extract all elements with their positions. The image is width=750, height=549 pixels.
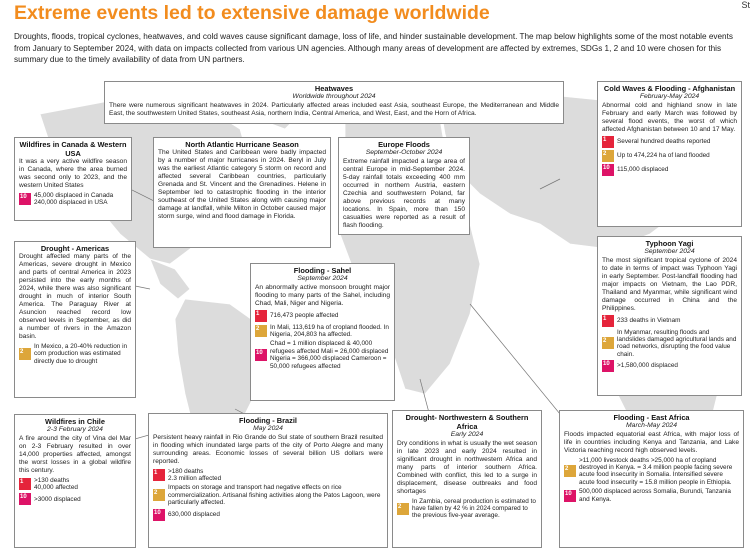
sdg1-icon: 1 (255, 310, 267, 322)
drought-africa-impact (397, 498, 537, 520)
drought-americas-title: Drought - Americas (40, 244, 110, 253)
sdg2-icon: 2 (153, 489, 165, 501)
sdg2-icon: 2 (564, 465, 576, 477)
cold-waves-text: Abnormal cold and highland snow in late February and early March was followed by several flood events, the worst of which affected Afghanistan between 10 and 17 May. (602, 101, 737, 133)
flooding-brazil-impact-1-text (168, 468, 221, 483)
flooding-sahel-text: An abnormally active monsoon brought major flooding to many parts of the Sahel, including Chad, Mali, Niger and Nigeria. (255, 283, 390, 307)
wildfires-chile-text: A fire around the city of Vina del Mar on 2-3 February resulted in over 14,000 properties affected, amongst the worst losses in a global wildfire this century. (19, 434, 131, 474)
flooding-east-africa-impact-1 (564, 457, 739, 487)
cold-waves-title: Cold Waves & Flooding - Afghanistan (603, 84, 736, 93)
wildfires-chile-date: 2-3 February 2024 (47, 426, 103, 433)
sdg1-icon: 1 (602, 315, 614, 327)
flooding-brazil-deaths: >180 deaths (168, 467, 204, 475)
wildfires-chile-impact-3 (19, 493, 131, 505)
heatwaves-title: Heatwaves (314, 84, 354, 93)
drought-americas-box (14, 241, 136, 398)
europe-floods-box (338, 137, 470, 235)
wildfires-chile-affected: 40,000 affected (34, 483, 78, 491)
wildfires-chile-box (14, 414, 136, 548)
typhoon-yagi-box (597, 236, 742, 396)
flooding-brazil-title: Flooding - Brazil (239, 416, 297, 425)
sdg10-icon: 10 (602, 164, 614, 176)
drought-americas-impact-text: In Mexico, a 20-40% reduction in corn production was estimated directly due to drought (34, 343, 128, 365)
heatwaves-box (104, 81, 564, 124)
flooding-sahel-impact-2-text: In Mali, 113,619 ha of cropland flooded. In Nigeria, 204,803 ha affected. (270, 323, 389, 338)
flooding-brazil-impact-2 (153, 484, 383, 506)
wildfires-chile-deaths: >130 deaths (34, 476, 70, 484)
wildfires-chile-impact-1-text (34, 477, 78, 492)
flooding-sahel-impact-3-text: Chad = 1 million displaced & 40,000 refugees affected Mali = 26,000 displaced Nigeria = 366,000 displaced Cameroon = 50,000 refugees affected (270, 340, 389, 370)
typhoon-yagi-impact-3-text: >1,580,000 displaced (617, 362, 678, 370)
drought-americas-impact (19, 343, 131, 365)
flooding-brazil-box (148, 413, 388, 548)
sdg10-icon: 10 (564, 490, 576, 502)
flooding-east-africa-box (559, 410, 744, 548)
typhoon-yagi-impact-3 (602, 360, 737, 372)
heatwaves-date: Worldwide throughout 2024 (292, 93, 376, 100)
flooding-sahel-impact-1 (255, 310, 390, 322)
flooding-east-africa-impact-2-text: 500,000 displaced across Somalia, Burundi, Tanzania and Kenya. (579, 488, 731, 503)
intro-paragraph: Droughts, floods, tropical cyclones, heatwaves, and cold waves cause significant damage, loss of life, and hinder sustainable development. The map below highlights some of the most notable events from January to September 2024, with data on impacts collected from various UN agencies. Although many areas of development are affected by extremes, SDGs 1, 2 and 10 were chosen for this summary due to the timely availability of data from UN partners. (14, 32, 733, 64)
flooding-sahel-date: September 2024 (297, 275, 348, 282)
europe-floods-date: September-October 2024 (365, 149, 443, 156)
hurricane-text: The United States and Caribbean were badly impacted by a number of major hurricanes in 2024. Beryl in July was the earliest Atlantic category 5 storm on record and affected several Caribbean countries, particularly Grenada and St. Vincent and the Grenadines. Helene in September led to catastrophic flooding in the interior southeast of the United States along with causing major damage at landfall, while Milton in October caused major storm surge, wind and flood damage in Florida. (158, 149, 326, 220)
flooding-east-africa-impact-2 (564, 488, 739, 503)
sdg1-icon: 1 (153, 469, 165, 481)
flooding-east-africa-date: March-May 2024 (626, 422, 677, 429)
flooding-brazil-impact-2-text: Impacts on storage and transport had negative effects on rice commercialization. Artisanal fishing activities along the Patos Lagoon, were particularly affected. (168, 484, 381, 507)
wildfires-chile-impact-1 (19, 477, 131, 492)
sdg2-icon: 2 (19, 348, 31, 360)
cold-waves-date: February-May 2024 (639, 93, 700, 100)
drought-africa-text: Dry conditions in what is usually the wet season in late 2023 and early 2024 resulted in significant drought in northwestern Africa and many parts of interior southern Africa. Combined with conflict, this led to a surge in displacement, disease outbreaks and food shortages (397, 439, 537, 495)
typhoon-yagi-text: The most significant tropical cyclone of 2024 to date in terms of impact was Typhoon Yagi in early September. Post-landfall flooding had major impacts on Vietnam, the Lao PDR, Thailand and Myanmar, while significant wind damage occurred in China and the Philippines. (602, 256, 737, 312)
drought-africa-date: Early 2024 (450, 431, 484, 438)
wildfires-chile-title: Wildfires in Chile (45, 417, 105, 426)
cold-waves-impact-2-text: Up to 474,224 ha of land flooded (617, 151, 710, 159)
central-america-shape (150, 259, 190, 299)
heatwaves-text: There were numerous significant heatwaves in 2024. Particularly affected areas included east Asia, southeast Europe, the Mediterranean and Middle East, the southwestern United States, southeast Asia, northern India, Central America, and West, East, and the Horn of Africa. (109, 101, 559, 117)
page-title: Extreme events led to extensive damage worldwide (14, 2, 490, 24)
cold-waves-impact-3-text: 115,000 displaced (617, 165, 669, 173)
drought-americas-text: Drought affected many parts of the Americas, severe drought in Mexico and parts of central America in 2023 persisted into the early months of 2024, while there was also significant drought in much of interior South America. The Paraguay River at Asuncion reached record low observed levels in September, as did a number of rivers in the Amazon basin. (19, 253, 131, 340)
flooding-east-africa-text: Floods impacted equatorial east Africa, with major loss of life in countries including Kenya and Tanzania, and Lake Victoria reaching record high observed levels. (564, 430, 739, 454)
sdg2-icon: 2 (255, 325, 267, 337)
wildfires-canada-box (14, 137, 132, 221)
europe-floods-title: Europe Floods (378, 140, 430, 149)
sdg10-icon: 10 (255, 349, 267, 361)
typhoon-yagi-impact-2-text: In Myanmar, resulting floods and landslides damaged agricultural lands and road networks, disrupting the food value chain. (617, 328, 737, 358)
typhoon-yagi-title: Typhoon Yagi (645, 239, 694, 248)
hurricane-box (153, 137, 331, 248)
typhoon-yagi-impact-1-text: 233 deaths in Vietnam (617, 316, 681, 324)
cold-waves-impact-1 (602, 136, 737, 148)
cold-waves-impact-2 (602, 150, 737, 162)
sdg2-icon: 2 (602, 150, 614, 162)
flooding-brazil-text: Persistent heavy rainfall in Rio Grande do Sul state of southern Brazil resulted in flooding which inundated large parts of the city of Porto Alegre and many surrounding areas. Economic losses of several billion US dollars were reported. (153, 433, 383, 465)
flooding-brazil-impact-3-text: 630,000 displaced (168, 510, 220, 518)
sdg10-icon: 10 (19, 493, 31, 505)
sdg1-icon: 1 (602, 136, 614, 148)
cold-waves-impact-1-text: Several hundred deaths reported (617, 137, 711, 145)
typhoon-yagi-impact-2 (602, 329, 737, 359)
drought-africa-impact-text: In Zambia, cereal production is estimated to have fallen by 42 % in 2024 compared to the previous five-year average. (412, 497, 536, 520)
world-map (0, 74, 750, 549)
flooding-sahel-box (250, 263, 395, 401)
typhoon-yagi-date: September 2024 (644, 248, 695, 255)
wildfires-chile-impact-3-text: >3000 displaced (34, 495, 81, 503)
wildfires-canada-impact-text: 45,000 displaced in Canada 240,000 displaced in USA (34, 192, 114, 207)
wildfires-canada-text: It was a very active wildfire season in Canada, where the area burned was second only to 2023, and the western United States (19, 158, 127, 189)
sdg10-icon: 10 (153, 509, 165, 521)
wildfires-canada-impact (19, 192, 127, 207)
sdg2-icon: 2 (397, 503, 409, 515)
sdg1-icon: 1 (19, 478, 31, 490)
europe-floods-text: Extreme rainfall impacted a large area of central Europe in mid-September 2024. 5-day rainfall totals exceeding 400 mm occurred in northern Austria, eastern Czechia and southwestern Poland, far above previous records at many locations. In Spain, more than 150 casualties were reported as a result of flash flooding. (343, 157, 465, 229)
wildfires-canada-title: Wildfires in Canada & Western USA (19, 140, 127, 158)
flooding-brazil-impact-3 (153, 509, 383, 521)
flooding-sahel-title: Flooding - Sahel (293, 266, 352, 275)
drought-africa-title: Drought- Northwestern & Southern Africa (405, 413, 529, 431)
typhoon-yagi-impact-1 (602, 315, 737, 327)
flooding-brazil-impact-1 (153, 468, 383, 483)
cold-waves-box (597, 81, 742, 227)
sdg10-icon: 10 (19, 193, 31, 205)
flooding-brazil-date: May 2024 (253, 425, 283, 432)
cold-waves-impact-3 (602, 164, 737, 176)
flooding-sahel-impact-1-text: 716,473 people affected (270, 311, 339, 319)
corner-text: St (741, 0, 750, 10)
flooding-east-africa-title: Flooding - East Africa (613, 413, 690, 422)
flooding-sahel-impact-2 (255, 324, 390, 339)
flooding-brazil-affected: 2.3 million affected (168, 474, 222, 482)
hurricane-title: North Atlantic Hurricane Season (185, 140, 299, 149)
drought-africa-box (392, 410, 542, 548)
flooding-sahel-impact-3 (255, 340, 390, 370)
sdg2-icon: 2 (602, 337, 614, 349)
sdg10-icon: 10 (602, 360, 614, 372)
flooding-east-africa-impact-1-text: >11,000 livestock deaths >25,000 ha of cropland destroyed in Kenya. = 3.4 million people facing severe acute food insecurity in Somalia. Intensified severe acute food insecurity = 15.8 million people in Ethiopia. (579, 456, 733, 486)
